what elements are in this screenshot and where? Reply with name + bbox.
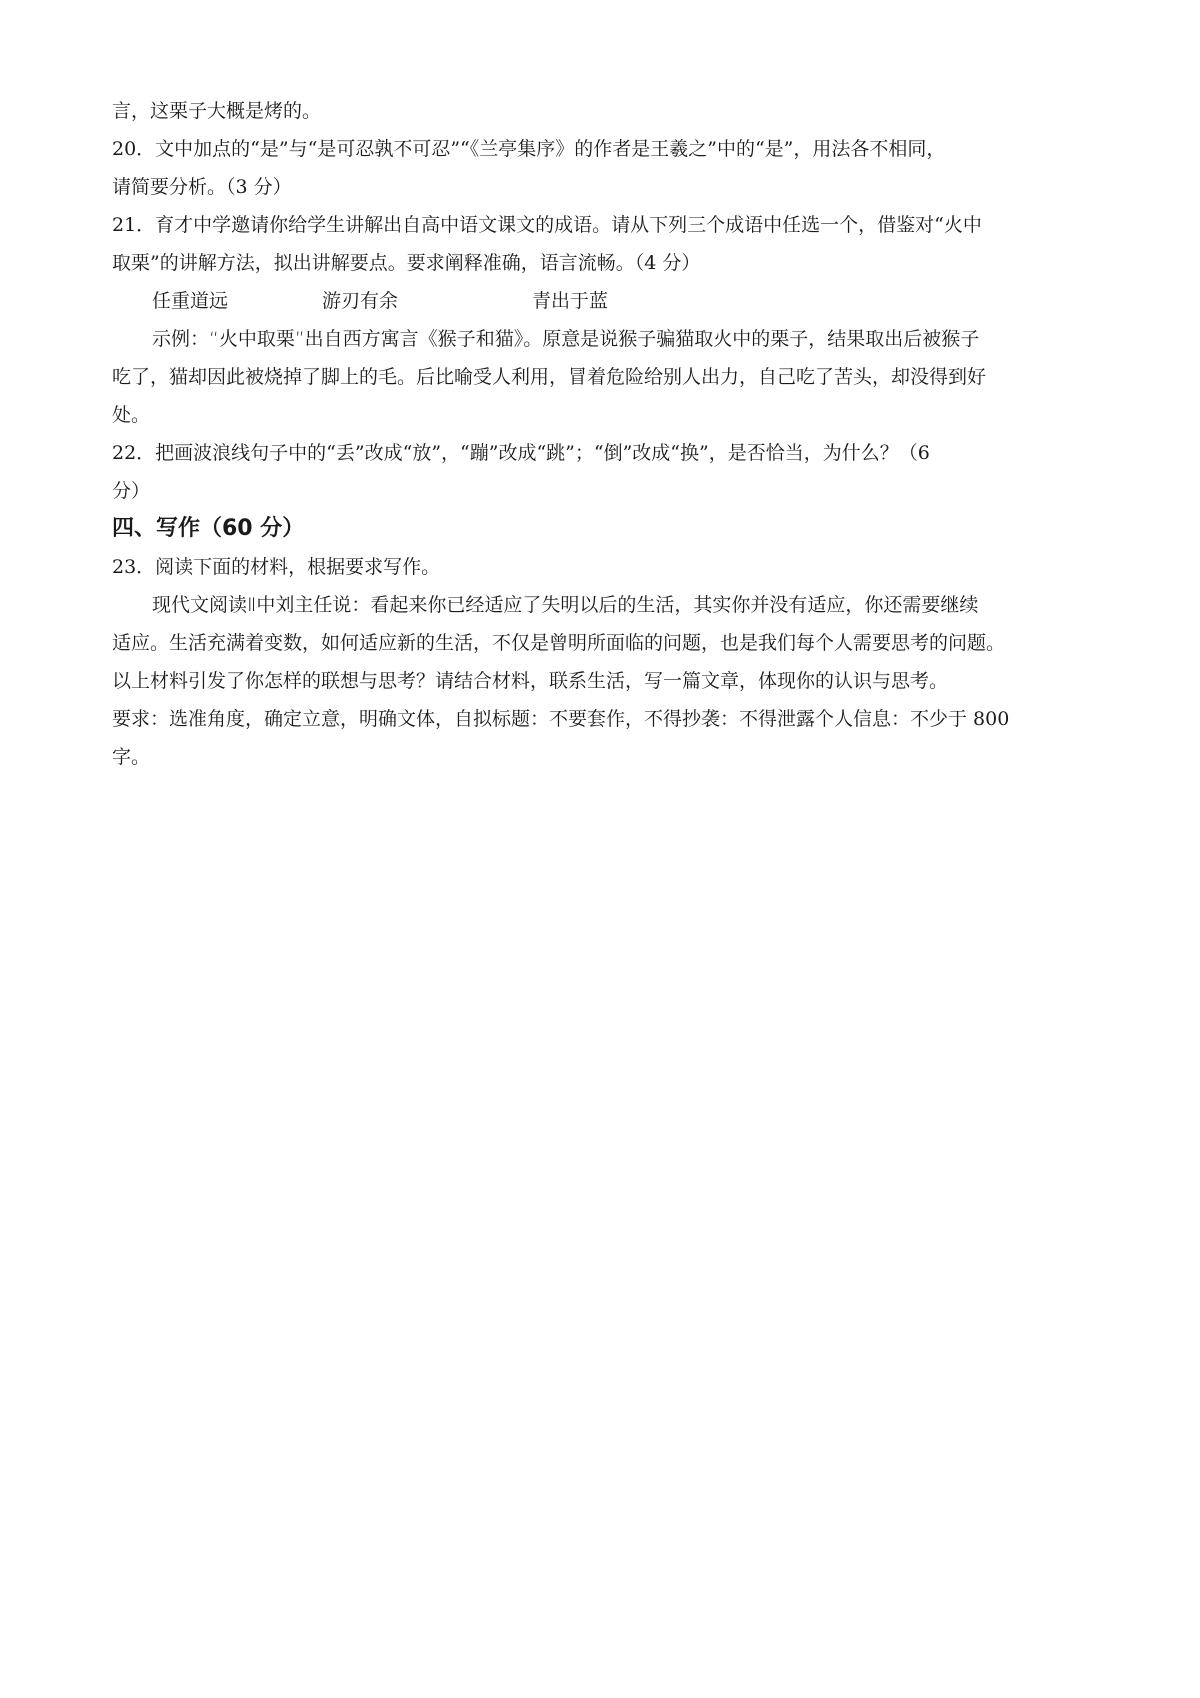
question-21-line-1: 21．育才中学邀请你给学生讲解出自高中语文课文的成语。请从下列三个成语中任选一个，借鉴对“火中 bbox=[112, 214, 982, 236]
question-23-line: 23．阅读下面的材料，根据要求写作。 bbox=[112, 556, 441, 578]
question-22-line-1: 22．把画波浪线句子中的“丢”改成“放”，“蹦”改成“跳”；“倒”改成“换”，是否恰当，为什么？（6 bbox=[112, 442, 930, 464]
example-line-2: 吃了，猫却因此被烧掉了脚上的毛。后比喻受人利用，冒着危险给别人出力，自己吃了苦头，却没得到好 bbox=[112, 366, 987, 388]
question-20-line-2: 请简要分析。（3 分） bbox=[112, 176, 292, 198]
idiom-option-1: 任重道远 bbox=[152, 290, 229, 312]
example-line-3: 处。 bbox=[112, 404, 151, 426]
material-line-1: 现代文阅读Ⅱ中刘主任说：看起来你已经适应了失明以后的生活，其实你并没有适应，你还需要继续 bbox=[152, 594, 979, 616]
idiom-option-3: 青出于蓝 bbox=[532, 290, 609, 312]
document-page bbox=[112, 92, 1102, 776]
requirement-line-1: 要求：选准角度，确定立意，明确文体，自拟标题：不要套作，不得抄袭：不得泄露个人信息：不少于 800 bbox=[112, 708, 1010, 730]
writing-prompt-line: 以上材料引发了你怎样的联想与思考？请结合材料，联系生活，写一篇文章，体现你的认识与思考。 bbox=[112, 670, 949, 692]
material-line-2: 适应。生活充满着变数，如何适应新的生活，不仅是曾明所面临的问题，也是我们每个人需要思考的问题。 bbox=[112, 632, 1006, 654]
idiom-option-2: 游刃有余 bbox=[322, 290, 399, 312]
passage-tail-line: 言，这栗子大概是烤的。 bbox=[112, 100, 322, 122]
requirement-line-2: 字。 bbox=[112, 746, 151, 768]
example-line-1: 示例：“火中取栗”出自西方寓言《猴子和猫》。原意是说猴子骗猫取火中的栗子，结果取出后被猴子 bbox=[152, 328, 980, 350]
question-21-line-2: 取栗”的讲解方法，拟出讲解要点。要求阐释准确，语言流畅。（4 分） bbox=[112, 252, 701, 274]
question-22-line-2: 分） bbox=[112, 480, 151, 502]
question-20-line-1: 20．文中加点的“是”与“是可忍孰不可忍”“《兰亭集序》的作者是王羲之”中的“是”，用法各不相同， bbox=[112, 138, 946, 160]
idiom-options bbox=[112, 282, 1102, 320]
section-heading-writing: 四、写作（60 分） bbox=[112, 516, 305, 541]
